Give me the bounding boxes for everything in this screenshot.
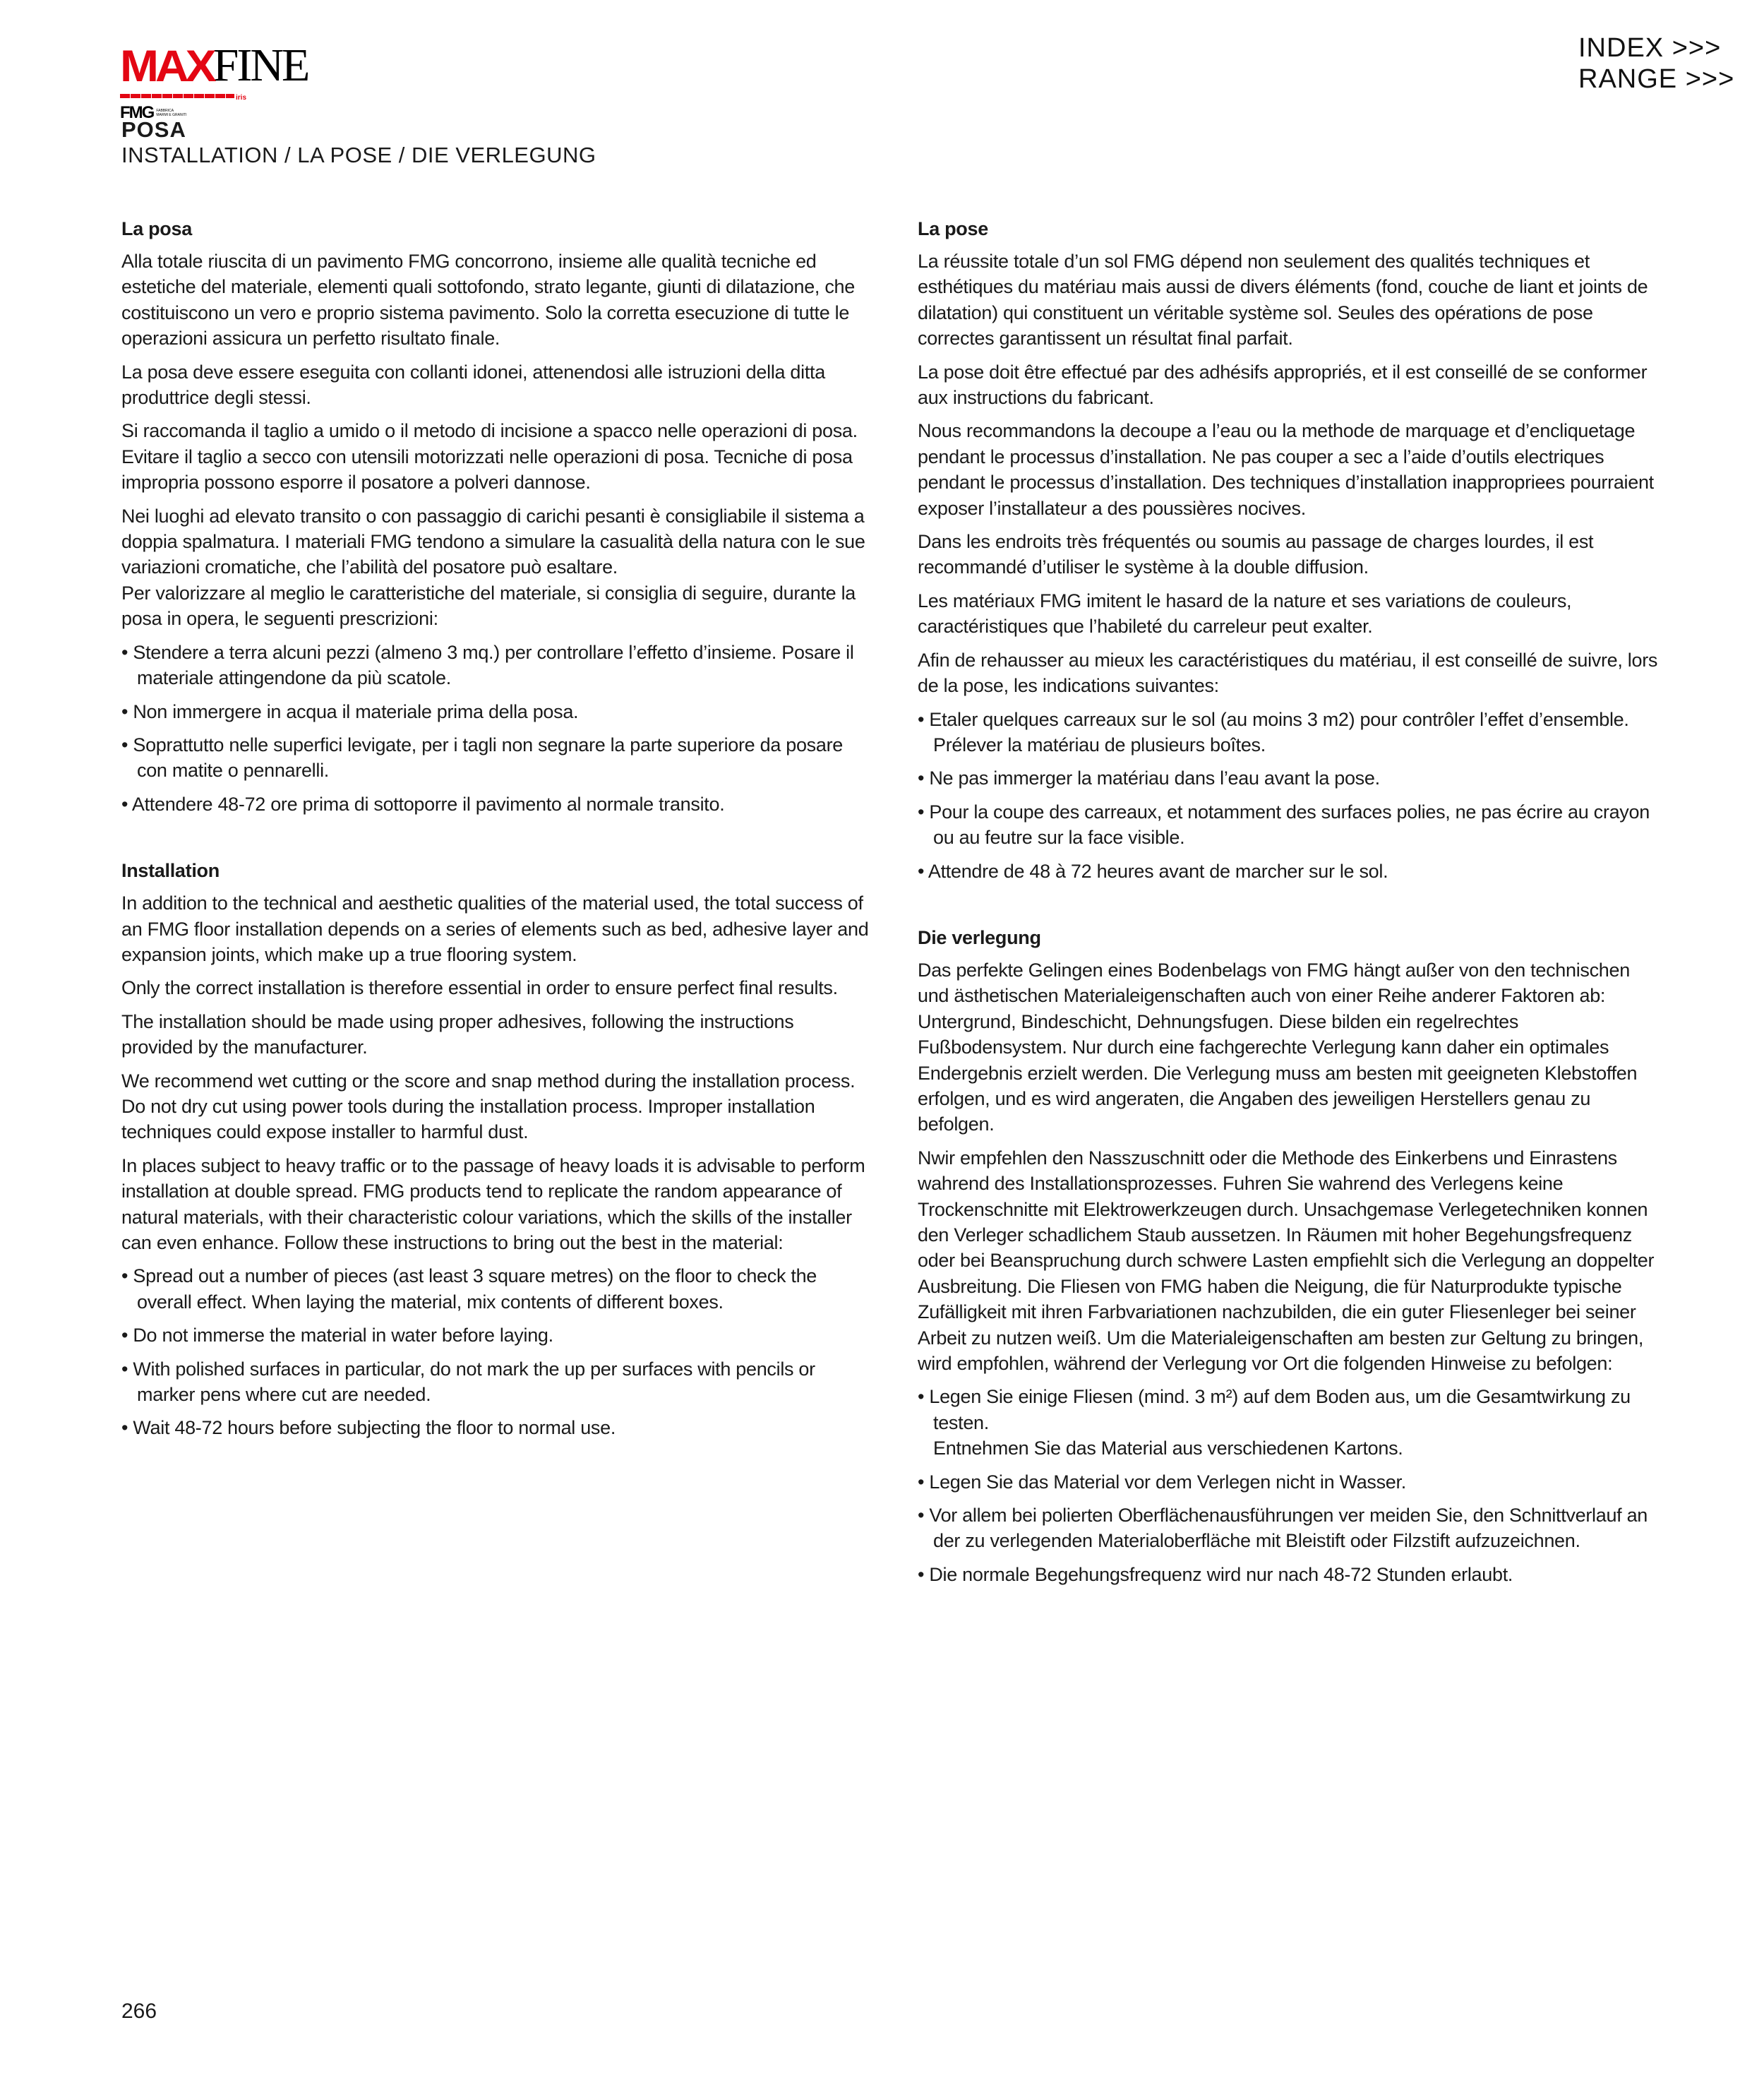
- paragraph: Per valorizzare al meglio le caratteristiche del materiale, si consiglia di seguire, durante la posa in opera, le seguenti prescrizioni:: [121, 582, 856, 630]
- bullet-item: • Ne pas immerger la matériau dans l’eau avant la pose.: [918, 765, 1666, 791]
- fmg-subtitle: FABBRICA MARMI E GRANITI: [156, 109, 187, 117]
- bullet-item: • Stendere a terra alcuni pezzi (almeno 3 mq.) per controllare l’effetto d’insieme. Posare il materiale attingendone da più scatole.: [121, 640, 870, 691]
- bullet-item: • Soprattutto nelle superfici levigate, per i tagli non segnare la parte superiore da posare con matite o pennarelli.: [121, 732, 870, 784]
- logo-fine: FINE: [212, 40, 308, 91]
- top-nav: [1578, 32, 1734, 95]
- bullet-item: • Attendre de 48 à 72 heures avant de marcher sur le sol.: [918, 859, 1666, 884]
- paragraph: Dans les endroits très fréquentés ou soumis au passage de charges lourdes, il est recommandé d’utiliser le système à la double diffusion.: [918, 531, 1594, 578]
- right-column: [918, 216, 1666, 1628]
- paragraph: Afin de rehausser au mieux les caractéristiques du matériau, il est conseillé de suivre, lors de la pose, les indications suivantes:: [918, 649, 1658, 697]
- bullet-item: • Do not immerse the material in water before laying.: [121, 1322, 870, 1348]
- text-section: [918, 216, 1666, 884]
- paragraph: Das perfekte Gelingen eines Bodenbelags von FMG hängt außer von den technischen und ästhetischen Materialeigenschaften auch von einer Reihe anderer Faktoren ab: Untergrund, Bindeschicht, Dehnungsfugen. Diese bilden ein regelrechtes Fußbodensystem. Nur durch eine fachgerechte Verlegung kann daher ein optimales Endergebnis erzielt werden. Die Verlegung muss am besten mit geeigneten Klebstoffen erfolgen, und es wird angeraten, die Angaben des jeweiligen Herstellers genau zu befolgen.: [918, 959, 1638, 1135]
- paragraph: La pose doit être effectué par des adhésifs appropriés, et il est conseillé de se conformer aux instructions du fabricant.: [918, 361, 1648, 409]
- paragraph: The installation should be made using proper adhesives, following the instructions provided by the manufacturer.: [121, 1010, 794, 1058]
- logo-max: MAX: [120, 40, 213, 91]
- page-number: 266: [121, 2000, 157, 2023]
- index-link[interactable]: INDEX >>>: [1578, 33, 1722, 63]
- paragraph: Alla totale riuscita di un pavimento FMG concorrono, insieme alle qualità tecniche ed estetiche del materiale, elementi quali sottofondo, strato legante, giunti di dilatazione, che costituiscono un vero e proprio sistema pavimento. Solo la corretta esecuzione di tutte le operazioni assicura un perfetto risultato finale.: [121, 251, 855, 350]
- page-title: POSA: [121, 117, 186, 142]
- bullet-item: • Legen Sie das Material vor dem Verlegen nicht in Wasser.: [918, 1469, 1666, 1495]
- section-heading: La pose: [918, 218, 988, 239]
- bullet-item: • With polished surfaces in particular, do not mark the up per surfaces with pencils or marker pens where cut are needed.: [121, 1356, 870, 1408]
- paragraph: Si raccomanda il taglio a umido o il metodo di incisione a spacco nelle operazioni di posa. Evitare il taglio a secco con utensili motorizzati nelle operazioni di posa. Tecniche di posa impropria possono esporre il posatore a polveri dannose.: [121, 420, 858, 494]
- paragraph: In addition to the technical and aesthetic qualities of the material used, the total success of an FMG floor installation depends on a series of elements such as bed, adhesive layer and expansion joints, which make up a true flooring system.: [121, 892, 869, 965]
- paragraph: La posa deve essere eseguita con collanti idonei, attenendosi alle istruzioni della ditta produttrice degli stessi.: [121, 361, 825, 409]
- section-heading: Die verlegung: [918, 926, 1041, 948]
- paragraph: La réussite totale d’un sol FMG dépend non seulement des qualités techniques et esthétiques du matériau mais aussi de divers éléments (fond, couche de liant et joints de dilatation) qui constituent un véritable système sol. Seules des opérations de pose correctes garantissent un résultat final parfait.: [918, 251, 1648, 350]
- fmg-mark: FMG: [120, 103, 154, 122]
- logo-bar: [120, 94, 234, 98]
- bullet-item: • Non immergere in acqua il materiale prima della posa.: [121, 699, 870, 724]
- bullet-item: • Spread out a number of pieces (ast least 3 square metres) on the floor to check the overall effect. When laying the material, mix contents of different boxes.: [121, 1263, 870, 1315]
- bullet-item: • Wait 48-72 hours before subjecting the floor to normal use.: [121, 1415, 870, 1440]
- logo-iris: iris: [236, 94, 247, 102]
- bullet-item: • Legen Sie einige Fliesen (mind. 3 m²) auf dem Boden aus, um die Gesamtwirkung zu testen. Entnehmen Sie das Material aus verschiedenen Kartons.: [918, 1384, 1666, 1461]
- text-section: [918, 925, 1666, 1587]
- bullet-list: [121, 640, 870, 817]
- bullet-list: [121, 1263, 870, 1440]
- paragraph: Nwir empfehlen den Nasszuschnitt oder die Methode des Einkerbens und Einrastens wahrend des Installationsprozesses. Fuhren Sie wahrend des Verlegens keine Trockenschnitte mit Elektrowerkzeugen durch. Unsachgemase Verlegetechniken konnen den Verleger schadlichem Staub aussetzen. In Räumen mit hoher Begehungsfrequenz oder bei Beanspruchung durch schwere Lasten empfiehlt sich die Verlegung an doppelter Ausbreitung. Die Fliesen von FMG haben die Neigung, die für Naturprodukte typische Zufälligkeit mit ihren Farbvariationen nachzubilden, die ein guter Fliesenleger bei seiner Arbeit zu nutzen weiß. Um die Materialeigenschaften am besten zur Geltung zu bringen, wird empfohlen, während der Verlegung vor Ort die folgenden Hinweise zu befolgen:: [918, 1147, 1655, 1375]
- bullet-item: • Die normale Begehungsfrequenz wird nur nach 48-72 Stunden erlaubt.: [918, 1562, 1666, 1587]
- text-section: [121, 216, 870, 817]
- page-subtitle: INSTALLATION / LA POSE / DIE VERLEGUNG: [121, 143, 596, 167]
- paragraph: In places subject to heavy traffic or to the passage of heavy loads it is advisable to perform installation at double spread. FMG products tend to replicate the random appearance of natural materials, with their characteristic colour variations, which the skills of the installer can even enhance. Follow these instructions to bring out the best in the material:: [121, 1154, 865, 1253]
- left-column: [121, 216, 870, 1482]
- section-heading: Installation: [121, 860, 220, 882]
- paragraph: Les matériaux FMG imitent le hasard de la nature et ses variations de couleurs, caractéristiques que l’habileté du carreleur peut exalter.: [918, 590, 1572, 638]
- text-section: [121, 858, 870, 1441]
- range-link[interactable]: RANGE >>>: [1578, 64, 1735, 94]
- logo-wordmark: [120, 40, 311, 91]
- paragraph: We recommend wet cutting or the score and snap method during the installation process. Do not dry cut using power tools during the installation process. Improper installation techniques could expose installer to harmful dust.: [121, 1070, 856, 1143]
- section-heading: La posa: [121, 218, 192, 239]
- bullet-item: • Vor allem bei polierten Oberflächenausführungen ver meiden Sie, den Schnittverlauf an der zu verlegenden Materialoberfläche mit Bleistift oder Filzstift aufzuzeichnen.: [918, 1502, 1666, 1554]
- bullet-item: • Etaler quelques carreaux sur le sol (au moins 3 m2) pour contrôler l’effet d’ensemble. Prélever la matériau de plusieurs boîtes.: [918, 707, 1666, 758]
- bullet-item: • Attendere 48-72 ore prima di sottoporre il pavimento al normale transito.: [121, 791, 870, 817]
- bullet-list: [918, 707, 1666, 884]
- bullet-item: • Pour la coupe des carreaux, et notamment des surfaces polies, ne pas écrire au crayon ou au feutre sur la face visible.: [918, 799, 1666, 851]
- maxfine-logo: [120, 40, 311, 123]
- bullet-list: [918, 1384, 1666, 1587]
- paragraph: Nei luoghi ad elevato transito o con passaggio di carichi pesanti è consigliabile il sistema a doppia spalmatura. I materiali FMG tendono a simulare la casualità della natura con le sue variazioni cromatiche, che l’abilità del posatore può esaltare.: [121, 505, 865, 578]
- paragraph: Only the correct installation is therefore essential in order to ensure perfect final results.: [121, 977, 838, 999]
- paragraph: Nous recommandons la decoupe a l’eau ou la methode de marquage et d’encliquetage pendant le processus d’installation. Ne pas couper a sec a l’aide d’outils electriques pendant le processus d’installation. Des techniques d’installation inappropriees pourraient exposer l’installateur a des poussières nocives.: [918, 420, 1654, 519]
